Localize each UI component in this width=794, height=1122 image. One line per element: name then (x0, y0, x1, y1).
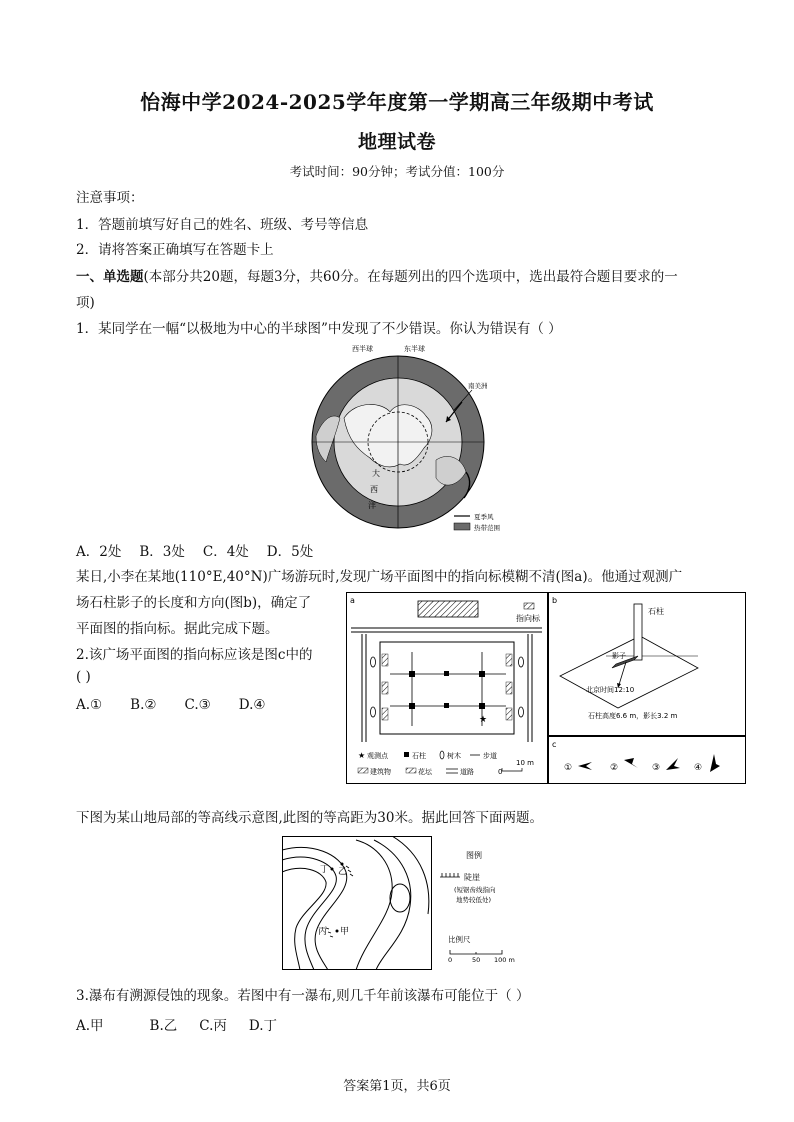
legend-title: 图例 (466, 851, 482, 860)
section-description: 一、单选题(本部分共20题，每题3分，共60分。在每题列出的四个选项中，选出最符合题目要求的一 (76, 269, 678, 285)
point-ding: 丁 (320, 865, 330, 875)
flower-bed-icon (506, 682, 512, 694)
page-footer: 答案第1页，共6页 (343, 1079, 451, 1094)
contour-legend (436, 846, 526, 966)
point-marker (331, 868, 334, 871)
legend-flowerbed-icon (406, 768, 416, 773)
stone-pillar-icon (444, 703, 449, 708)
callout-label: 南美洲 (468, 382, 488, 390)
legend-building-label: 建筑物 (370, 768, 391, 776)
legend-observation-label: 观测点 (367, 752, 388, 760)
building (418, 601, 478, 617)
question-2-stem: 2.该广场平面图的指向标应该是图c中的 (76, 647, 313, 663)
legend-walkway-label: 步道 (483, 752, 497, 760)
arrow-option-3: ③ (652, 763, 661, 773)
stone-pillar (634, 604, 642, 660)
scale-tick: 100 m (494, 956, 515, 964)
legend-wind-label: 夏季风 (474, 513, 494, 521)
legend-zone-label: 热带范围 (474, 524, 500, 532)
cliff-legend-icon (440, 873, 460, 877)
polar-hemisphere-map (286, 340, 516, 535)
contour-map-figure (282, 836, 432, 970)
compass-marker (524, 603, 534, 609)
section-heading: 一、单选题 (76, 269, 144, 285)
point-marker (341, 863, 344, 866)
figure-c-frame (549, 737, 746, 784)
scale-bar (450, 950, 502, 954)
passage-2-line: 场石柱影子的长度和方向(图b)，确定了 (76, 595, 312, 611)
option-b[interactable]: B.② (130, 697, 157, 713)
legend-pillar-label: 石柱 (412, 752, 426, 760)
time-label: 北京时间12:10 (586, 686, 635, 694)
option-c[interactable]: C.丙 (199, 1018, 227, 1034)
option-a[interactable]: A.① (76, 697, 103, 713)
flower-bed-icon (382, 682, 388, 694)
passage-2-line: 平面图的指向标。据此完成下题。 (76, 621, 279, 637)
legend-pillar-icon (404, 752, 409, 757)
exam-title: 怡海中学2024-2025学年度第一学期高三年级期中考试 (140, 90, 654, 114)
point-yi: 乙 (338, 867, 348, 877)
question-2-stem-cont: ( ) (76, 669, 91, 685)
flower-bed-icon (506, 654, 512, 666)
arrow-option-2: ② (610, 763, 619, 773)
figure-c-label: c (552, 740, 557, 749)
point-jia: 甲 (340, 927, 350, 937)
square-plan-figure-a (346, 592, 548, 784)
option-a[interactable]: A．2处 (76, 544, 122, 560)
legend-observation-icon: ★ (358, 751, 366, 760)
option-a[interactable]: A.甲 (76, 1018, 104, 1034)
ocean-label: 洋 (368, 501, 376, 510)
stone-pillar-icon (479, 703, 485, 709)
west-hemisphere-label: 西半球 (352, 345, 373, 353)
cliff-desc: (短锯齿线指向 (454, 886, 496, 894)
question-2-options (76, 697, 283, 713)
flower-bed-icon (506, 708, 512, 720)
section-description-cont: 项) (76, 295, 95, 311)
question-1-stem: 1．某同学在一幅“以极地为中心的半球图”中发现了不少错误。你认为错误有（ ） (76, 321, 562, 337)
scale-tick: 0 (448, 956, 453, 964)
stone-pillar-icon (479, 671, 485, 677)
question-1-options (76, 540, 331, 560)
compass-options-figure-c (548, 736, 746, 784)
cliff-label: 陡崖 (464, 873, 480, 882)
flower-bed-icon (382, 708, 388, 720)
legend-tree-label: 树木 (447, 752, 461, 760)
pillar-shadow-figure-b (548, 592, 746, 736)
legend-building-icon (358, 768, 368, 773)
option-b[interactable]: B.乙 (149, 1018, 178, 1034)
figure-a-label: a (350, 596, 355, 605)
pillar-label: 石柱 (648, 607, 664, 616)
cliff-desc: 地势较低处) (456, 896, 492, 904)
legend-road-label: 道路 (460, 768, 474, 776)
question-3-options (76, 1014, 295, 1034)
option-d[interactable]: D.④ (238, 697, 266, 713)
observation-point-icon: ★ (479, 715, 488, 725)
option-c[interactable]: C.③ (184, 697, 211, 713)
legend-flowerbed-label: 花坛 (418, 768, 432, 776)
notice-heading: 注意事项： (76, 190, 144, 206)
subject-title: 地理试卷 (357, 131, 436, 153)
flower-bed-icon (382, 654, 388, 666)
scale-zero: 0 (498, 768, 503, 776)
question-3-stem: 3.瀑布有溯源侵蚀的现象。若图中有一瀑布,则几千年前该瀑布可能位于（ ） (76, 988, 530, 1004)
scale-tick: 50 (472, 956, 481, 964)
point-bing: 丙 (318, 927, 328, 937)
legend-zone-symbol (454, 523, 470, 530)
stone-pillar-icon (409, 703, 415, 709)
scale-max: 10 m (516, 759, 534, 767)
passage-3: 下图为某山地局部的等高线示意图,此图的等高距为30米。据此回答下面两题。 (76, 810, 543, 826)
figure-b-label: b (552, 596, 558, 605)
exam-meta: 考试时间：90分钟；考试分值：100分 (289, 164, 505, 179)
ocean-label: 西 (370, 485, 378, 494)
stone-pillar-icon (409, 671, 415, 677)
notice-item: 2．请将答案正确填写在答题卡上 (76, 242, 274, 258)
arrow-option-1: ① (564, 763, 573, 773)
notice-item: 1．答题前填写好自己的姓名、班级、考号等信息 (76, 217, 369, 233)
point-marker (336, 930, 339, 933)
option-d[interactable]: D．5处 (266, 544, 314, 560)
scale-label: 比例尺 (448, 935, 471, 944)
option-b[interactable]: B．3处 (139, 544, 185, 560)
stone-pillar-icon (444, 671, 449, 676)
shadow-label: 影子 (612, 652, 626, 660)
ocean-label: 大 (372, 469, 380, 478)
compass-label: 指向标 (516, 614, 540, 623)
arrow-option-4: ④ (694, 763, 703, 773)
option-d[interactable]: D.丁 (248, 1018, 278, 1034)
east-hemisphere-label: 东半球 (404, 345, 425, 353)
measure-label: 石柱高度6.6 m，影长3.2 m (588, 712, 678, 720)
passage-2-line: 某日,小李在某地(110°E,40°N)广场游玩时,发现广场平面图中的指向标模糊不清(图a)。他通过观测广 (76, 569, 683, 585)
option-c[interactable]: C．4处 (202, 544, 249, 560)
